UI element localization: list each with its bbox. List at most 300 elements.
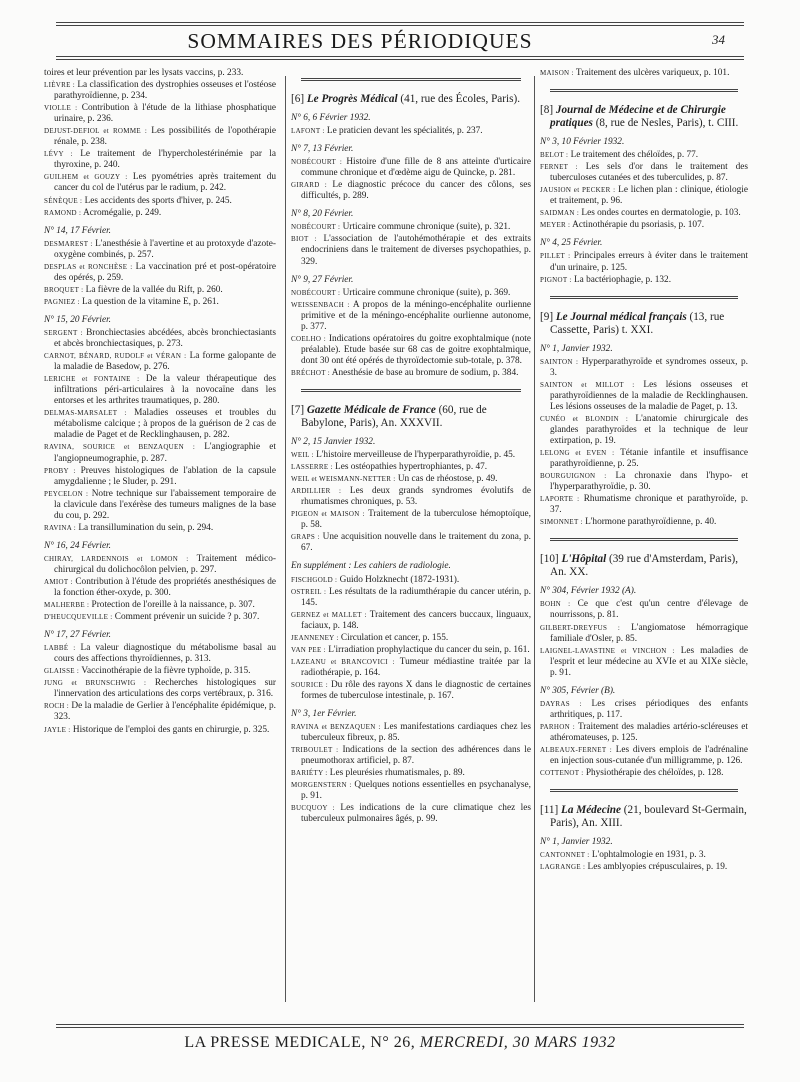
article-entry xyxy=(291,157,531,179)
article-entry xyxy=(291,768,531,779)
journal-details: (8, rue de Nesles, Paris), t. CIII. xyxy=(595,117,739,130)
article-author: SAIDMAN : xyxy=(540,209,580,218)
article-title: Le traitement des chéloïdes, p. 77. xyxy=(570,150,699,161)
issue-date: N° 3, 1er Février. xyxy=(291,709,357,720)
article-author: MORGENSTERN : xyxy=(291,781,352,790)
article-entry xyxy=(44,328,276,350)
article-entry xyxy=(44,666,276,677)
article-author: LAGRANGE : xyxy=(540,863,586,872)
section-rule xyxy=(301,78,521,81)
article-entry xyxy=(291,450,531,461)
article-author: ARDILLIER : xyxy=(291,487,342,496)
article-entry xyxy=(540,768,748,779)
article-entry xyxy=(291,657,531,679)
page-footer xyxy=(0,1034,800,1052)
header-rule-top xyxy=(56,22,744,23)
article-author: BELOT : xyxy=(540,151,569,160)
article-author: LAIGNEL-LAVASTINE et VINCHON : xyxy=(540,646,675,655)
article-title: Circulation et cancer, p. 155. xyxy=(340,632,449,643)
article-author: CHIRAY, LARDENNOIS et LOMON : xyxy=(44,554,189,563)
article-author: DESPLAS et RONCHÈSE : xyxy=(44,262,133,271)
article-author: MEYER : xyxy=(540,221,571,230)
article-title: Les deux grands syndromes évolutifs de rhumatismes chroniques, p. 53. xyxy=(301,486,531,508)
article-title: De la valeur thérapeutique des infiltrations péri-articulaires à la novocaïne dans les entorses et les arthrites traumatiques, p. 280. xyxy=(54,374,276,407)
article-title: Historique de l'emploi des gants en chirurgie, p. 325. xyxy=(72,724,270,735)
article-author: RAVINA et BENZAQUEN : xyxy=(291,723,381,732)
journal-details: (60, rue de Babylone, Paris), An. XXXVII. xyxy=(301,403,487,429)
article-title: Protection de l'oreille à la naissance, p. 307. xyxy=(91,600,255,611)
article-author: GUILHEM et GOUZY : xyxy=(44,173,128,182)
article-title: La forme galopante de la maladie de Basedow, p. 276. xyxy=(54,351,276,373)
article-title: Actinothérapie du psoriasis, p. 107. xyxy=(572,220,705,231)
article-entry xyxy=(44,351,276,373)
footer-rule-inner xyxy=(56,1027,744,1028)
issue-date: N° 14, 17 Février. xyxy=(44,225,111,236)
article-title: Indications opératoires du goitre exophtalmique (note préalable). Etude basée sur 68 cas de goitre exophtalmique, dont 30 ont été opérés de thyroïdectomie sub-totale, p. 378. xyxy=(301,333,531,366)
article-entry xyxy=(44,196,276,207)
article-author: VAN PEE : xyxy=(291,645,326,654)
article-entry xyxy=(291,722,531,744)
article-title: Indications de la section des adhérences dans le pneumothorax artificiel, p. 87. xyxy=(301,745,531,767)
article-title: Contribution à l'étude de la lithiase phosphatique urinaire, p. 236. xyxy=(54,103,276,125)
article-author: BOURGUIGNON : xyxy=(540,472,607,481)
article-entry xyxy=(291,745,531,767)
article-author: AMIOT : xyxy=(44,577,73,586)
article-author: VIOLLE : xyxy=(44,104,78,113)
article-entry xyxy=(540,208,748,219)
column-left xyxy=(44,68,276,1016)
article-entry xyxy=(44,466,276,488)
journal-heading xyxy=(540,804,748,830)
article-author: WEIL et WEISMANN-NETTER : xyxy=(291,475,396,484)
article-entry xyxy=(44,701,276,723)
article-author: LÉVY : xyxy=(44,150,73,159)
article-entry xyxy=(540,220,748,231)
article-title: toires et leur prévention par les lysats vaccins, p. 233. xyxy=(44,68,244,78)
issue-date: N° 9, 27 Février. xyxy=(291,274,354,285)
article-author: JAYLE : xyxy=(44,725,71,734)
article-author: FERNET : xyxy=(540,163,578,172)
article-entry xyxy=(540,471,748,493)
article-author: PROBY : xyxy=(44,466,76,475)
article-title: La fièvre de la vallée du Rift, p. 260. xyxy=(85,284,223,295)
article-title: Urticaire commune chronique (suite), p. 321. xyxy=(342,222,511,233)
article-title: Les maladies de l'esprit et leur médecine au XVIe et au XIXe siècle, p. 91. xyxy=(550,645,748,678)
article-entry xyxy=(291,645,531,656)
article-title: Hyperparathyroïde et syndromes osseux, p. 3. xyxy=(550,356,748,378)
article-entry xyxy=(291,288,531,299)
article-title: L'ophtalmologie en 1931, p. 3. xyxy=(591,850,706,861)
journal-details: (41, rue des Écoles, Paris). xyxy=(400,93,520,105)
article-entry xyxy=(291,633,531,644)
article-entry xyxy=(291,462,531,473)
article-title: Les manifestations cardiaques chez les tuberculeux fibreux, p. 85. xyxy=(301,722,531,744)
journal-number: [6] xyxy=(291,93,305,105)
journal-name: L'Hôpital xyxy=(561,553,607,566)
article-author: COELHO : xyxy=(291,334,326,343)
journal-details: (13, rue Cassette, Paris) t. XXI. xyxy=(550,310,725,336)
article-entry xyxy=(44,68,276,79)
article-author: D'HEUCQUEVILLE : xyxy=(44,613,113,622)
article-title: Traitement des ulcères variqueux, p. 101. xyxy=(575,68,730,78)
article-entry xyxy=(540,850,748,861)
journal-heading xyxy=(291,404,531,430)
article-title: Physiothérapie des chéloïdes, p. 128. xyxy=(585,768,724,779)
journal-number: [9] xyxy=(540,310,554,323)
article-title: Le diagnostic précoce du cancer des côlons, ses difficultés, p. 289. xyxy=(301,180,531,202)
column-separator xyxy=(534,76,535,1002)
article-author: SÉNÈQUE : xyxy=(44,196,83,205)
column-right xyxy=(540,68,748,1016)
article-entry xyxy=(44,285,276,296)
issue-date: N° 8, 20 Février. xyxy=(291,209,354,220)
article-entry xyxy=(291,680,531,702)
article-title: Acromégalie, p. 249. xyxy=(83,207,162,218)
article-title: Les ostéopathies hypertrophiantes, p. 47. xyxy=(335,462,488,473)
article-entry xyxy=(291,532,531,554)
journal-name: Journal de Médecine et de Chirurgie pratiques xyxy=(550,104,726,130)
article-author: SAINTON et MILLOT : xyxy=(540,380,635,389)
article-title: Les pleurésies rhumatismales, p. 89. xyxy=(329,768,465,779)
article-author: NOBÉCOURT : xyxy=(291,158,343,167)
article-author: PIGNOT : xyxy=(540,275,572,284)
article-title: Histoire d'une fille de 8 ans atteinte d'urticaire commune chronique et d'œdème aigu de Quincke, p. 281. xyxy=(301,157,531,179)
article-title: Rhumatisme chronique et parathyroïde, p. 37. xyxy=(550,494,748,516)
article-author: DAYRAS : xyxy=(540,699,582,708)
article-author: COTTENOT : xyxy=(540,769,584,778)
article-author: WEIL : xyxy=(291,451,314,460)
article-entry xyxy=(540,745,748,767)
article-author: RAMOND : xyxy=(44,208,82,217)
article-title: Les ondes courtes en dermatologie, p. 103. xyxy=(581,208,741,219)
journal-name: La Médecine xyxy=(561,804,621,817)
article-author: NOBÉCOURT : xyxy=(291,223,341,232)
article-entry xyxy=(44,725,276,736)
article-entry xyxy=(540,699,748,721)
article-entry xyxy=(540,722,748,744)
article-title: Contribution à l'étude des propriétés anesthésiques de la fonction éther-oxyde, p. 300. xyxy=(54,576,276,599)
article-title: Urticaire commune chronique (suite), p. 369. xyxy=(342,287,511,298)
article-entry xyxy=(540,150,748,161)
article-author: GIRARD : xyxy=(291,181,328,190)
article-title: Ce que c'est qu'un centre d'élevage de nourrissons, p. 81. xyxy=(550,599,748,621)
issue-date: N° 17, 27 Février. xyxy=(44,630,111,641)
page-number: 34 xyxy=(712,32,725,47)
article-entry xyxy=(44,149,276,171)
article-title: L'histoire merveilleuse de l'hyperparathyroïdie, p. 45. xyxy=(316,450,516,461)
article-entry xyxy=(540,494,748,516)
article-entry xyxy=(291,780,531,802)
article-author: PARHON : xyxy=(540,722,576,731)
header-rule-bottom xyxy=(56,56,744,57)
article-title: Les accidents des sports d'hiver, p. 245. xyxy=(84,195,232,206)
article-title: Preuves histologiques de l'ablation de la capsule amygdalienne ; le Sluder, p. 291. xyxy=(54,465,276,487)
article-title: Traitement médico-chirurgical du dolichocôlon pelvien, p. 297. xyxy=(54,553,276,575)
article-title: Comment prévenir un suicide ? p. 307. xyxy=(114,612,260,623)
article-entry xyxy=(540,448,748,470)
article-author: SIMONNET : xyxy=(540,518,583,527)
article-author: GILBERT-DREYFUS : xyxy=(540,623,621,632)
article-entry xyxy=(291,474,531,485)
column-separator xyxy=(285,76,286,1002)
article-entry xyxy=(540,380,748,413)
issue-date: N° 3, 10 Février 1932. xyxy=(540,137,625,148)
article-title: Quelques notions essentielles en psychanalyse, p. 91. xyxy=(301,780,531,802)
article-title: Tétanie infantile et insuffisance parathyroïdienne, p. 25. xyxy=(550,448,748,470)
article-author: GERNEZ et MALLET : xyxy=(291,610,367,619)
article-author: NOBÉCOURT : xyxy=(291,288,341,297)
article-title: De la maladie de Gerlier à l'encéphalite épidémique, p. 323. xyxy=(54,701,276,723)
article-entry xyxy=(540,357,748,379)
issue-date: N° 16, 24 Février. xyxy=(44,540,111,551)
footer-journal: LA PRESSE MEDICALE, N° 26, xyxy=(184,1034,416,1051)
issue-date: N° 7, 13 Février. xyxy=(291,144,354,155)
section-rule xyxy=(301,389,521,392)
article-entry xyxy=(291,300,531,333)
article-author: ALBEAUX-FERNET : xyxy=(540,745,612,754)
article-author: CANTONNET : xyxy=(540,851,590,860)
article-title: Du rôle des rayons X dans le diagnostic de certaines formes de tuberculose intestinale, p. 167. xyxy=(301,679,531,701)
article-title: Les crises périodiques des enfants arthritiques, p. 117. xyxy=(550,698,748,720)
article-author: GLAISSE : xyxy=(44,667,80,676)
article-entry xyxy=(44,239,276,261)
issue-date: N° 1, Janvier 1932. xyxy=(540,837,613,848)
article-author: SERGENT : xyxy=(44,328,83,337)
journal-heading xyxy=(540,104,748,130)
article-author: MAISON : xyxy=(540,69,574,77)
article-title: Le lichen plan : clinique, étiologie et traitement, p. 96. xyxy=(550,185,748,207)
article-author: LERICHE et FONTAINE : xyxy=(44,375,140,384)
article-title: Les sels d'or dans le traitement des tuberculoses cutanées et des tuberculides, p. 87. xyxy=(550,162,748,184)
article-title: Les résultats de la radiumthérapie du cancer utérin, p. 145. xyxy=(301,586,531,608)
footer-date: MERCREDI, 30 MARS 1932 xyxy=(419,1034,616,1051)
journal-number: [11] xyxy=(540,804,559,817)
article-entry xyxy=(291,610,531,632)
article-author: BOHN : xyxy=(540,600,571,609)
article-entry xyxy=(44,172,276,194)
article-title: La classification des dystrophies osseuses et l'ostéose parathyroïdienne, p. 234. xyxy=(54,80,276,102)
article-author: LAZEANU et BRANCOVICI : xyxy=(291,657,395,666)
journal-details: (21, boulevard St-Germain, Paris), An. XIII. xyxy=(550,804,747,830)
article-author: SOURICE : xyxy=(291,680,328,689)
article-entry xyxy=(291,180,531,202)
article-author: ROCH : xyxy=(44,702,70,711)
article-author: PILLET : xyxy=(540,252,571,261)
article-entry xyxy=(44,262,276,284)
article-author: JAUSION et PECKER : xyxy=(540,186,616,195)
article-title: La vaccination pré et post-opératoire des opérés, p. 259. xyxy=(54,261,276,283)
journal-name: Gazette Médicale de France xyxy=(306,403,436,416)
article-title: Principales erreurs à éviter dans le traitement d'un urinaire, p. 125. xyxy=(550,251,748,273)
article-title: L'angiomatose hémorragique familiale d'Osler, p. 85. xyxy=(550,622,748,644)
article-entry xyxy=(44,408,276,441)
journal-number: [7] xyxy=(291,403,305,416)
article-entry xyxy=(540,275,748,286)
article-author: OSTREIL : xyxy=(291,587,327,596)
journal-heading xyxy=(291,93,531,106)
article-title: Le praticien devant les spécialités, p. 237. xyxy=(326,126,483,137)
page-title: SOMMAIRES DES PÉRIODIQUES xyxy=(187,29,533,53)
article-title: Vaccinothérapie de la fièvre typhoïde, p. 315. xyxy=(81,666,251,677)
issue-date: N° 6, 6 Février 1932. xyxy=(291,113,371,123)
article-title: Les lésions osseuses et parathyroïdiennes de la maladie de Recklinghausen. Les lésions osseuses de la maladie de Paget, p. 13. xyxy=(550,379,748,412)
column-middle xyxy=(291,68,531,1016)
article-title: L'irradiation prophylactique du cancer du sein, p. 161. xyxy=(328,644,530,655)
article-entry xyxy=(540,517,748,528)
article-entry xyxy=(291,587,531,609)
article-entry xyxy=(44,489,276,522)
article-entry xyxy=(540,162,748,184)
issue-date: N° 305, Février (B). xyxy=(540,685,616,696)
issue-date: N° 1, Janvier 1932. xyxy=(540,343,613,354)
article-title: La chronaxie dans l'hypo- et l'hyperparathyroïdie, p. 30. xyxy=(550,471,748,493)
article-title: Les pyométries après traitement du cancer du col de l'utérus par le radium, p. 242. xyxy=(54,172,276,194)
article-entry xyxy=(291,575,531,586)
article-entry xyxy=(291,222,531,233)
issue-date: N° 15, 20 Février. xyxy=(44,314,111,325)
article-title: Les indications de la cure climatique chez les tuberculeux pulmonaires âgés, p. 99. xyxy=(301,803,531,825)
article-author: JUNG et BRUNSCHWIG : xyxy=(44,679,147,688)
article-entry xyxy=(44,554,276,576)
article-entry xyxy=(44,678,276,700)
article-author: PIGEON et MAISON : xyxy=(291,510,365,519)
article-title: L'hormone parathyroïdienne, p. 40. xyxy=(585,517,717,528)
article-entry xyxy=(44,208,276,219)
article-entry xyxy=(44,600,276,611)
article-entry xyxy=(540,185,748,207)
article-title: L'anatomie chirurgicale des glandes parathyroïdes et la technique de leur extirpation, p. 19. xyxy=(550,413,748,446)
issue-date: N° 4, 25 Février. xyxy=(540,238,603,249)
article-author: DESMAREST : xyxy=(44,239,93,248)
journal-name: Le Journal médical français xyxy=(555,310,687,323)
article-entry xyxy=(540,623,748,645)
article-title: Tumeur médiastine traitée par la radiothérapie, p. 164. xyxy=(301,656,531,678)
article-entry xyxy=(291,368,531,379)
article-author: RAVINA : xyxy=(44,523,77,532)
article-entry xyxy=(44,442,276,464)
article-entry xyxy=(540,862,748,873)
article-entry xyxy=(540,251,748,273)
article-entry xyxy=(291,509,531,531)
article-entry xyxy=(540,599,748,621)
article-title: Les possibilités de l'opothérapie rénale, p. 238. xyxy=(54,126,276,148)
article-entry xyxy=(44,577,276,599)
article-entry xyxy=(540,646,748,679)
article-title: L'angiographie et l'angiopneumographie, p. 287. xyxy=(54,442,276,464)
article-title: Les divers emplois de l'adrénaline en injection sous-cutanée d'un milligramme, p. 126. xyxy=(550,744,748,767)
article-entry xyxy=(291,486,531,508)
article-author: BARIÉTY : xyxy=(291,769,328,778)
article-author: BUCQUOY : xyxy=(291,804,335,813)
article-title: Guido Holzknecht (1872-1931). xyxy=(339,574,460,585)
supplement-note: En supplément : Les cahiers de radiologie. xyxy=(291,561,451,572)
article-author: MALHERBE : xyxy=(44,601,90,610)
article-author: DEJUST-DEFIOL et ROMME : xyxy=(44,127,148,136)
article-author: LASSERRE : xyxy=(291,463,333,472)
header-rule-top-inner xyxy=(56,25,744,26)
article-entry xyxy=(540,68,748,79)
article-entry xyxy=(291,234,531,267)
article-entry xyxy=(44,80,276,102)
section-rule xyxy=(550,296,738,299)
article-author: GRAPS : xyxy=(291,533,320,542)
article-entry xyxy=(291,334,531,367)
journal-details: (39 rue d'Amsterdam, Paris), An. XX. xyxy=(550,553,739,579)
article-author: DELMAS-MARSALET : xyxy=(44,409,127,418)
article-title: Traitement des maladies artério-scléreuses et athéromateuses, p. 125. xyxy=(550,721,748,743)
article-author: JEANNENEY : xyxy=(291,633,339,642)
section-rule xyxy=(550,538,738,541)
footer-rule xyxy=(56,1024,744,1025)
journal-number: [10] xyxy=(540,553,559,566)
article-entry xyxy=(44,612,276,623)
article-entry xyxy=(44,103,276,125)
article-entry xyxy=(540,414,748,447)
article-title: Bronchiectasies abcédées, abcès bronchiectasiants et abcès bronchiectasiques, p. 273. xyxy=(54,327,276,350)
article-title: Anesthésie de base au bromure de sodium, p. 384. xyxy=(331,367,519,378)
article-title: Maladies osseuses et troubles du métabolisme calcique ; à propos de la guérison de 2 cas de maladie de Paget et de Recklinghausen, p. 282. xyxy=(54,408,276,441)
article-entry xyxy=(44,297,276,308)
journal-number: [8] xyxy=(540,104,554,117)
article-title: Une acquisition nouvelle dans le traitement du zona, p. 67. xyxy=(301,532,531,554)
article-author: LAPORTE : xyxy=(540,495,580,504)
article-author: SAINTON : xyxy=(540,357,579,366)
article-author: LABBÉ : xyxy=(44,644,76,653)
article-author: LAFONT : xyxy=(291,127,325,136)
article-title: L'anesthésie à l'avertine et au protoxyde d'azote-oxygène combinés, p. 257. xyxy=(54,238,276,260)
issue-date: N° 304, Février 1932 (A). xyxy=(540,586,637,597)
article-author: CARNOT, BÉNARD, RUDOLF et VÉRAN : xyxy=(44,352,187,361)
section-rule xyxy=(550,789,738,792)
article-title: L'association de l'autohémothérapie et des extraits endocriniens dans le traitement de diverses psychopathies, p. 329. xyxy=(301,234,531,267)
article-title: Le traitement de l'hypercholestérinémie par la thyroxine, p. 240. xyxy=(54,149,276,171)
journal-heading xyxy=(540,311,748,337)
article-author: LELONG et EVEN : xyxy=(540,449,615,458)
article-author: PAGNIEZ : xyxy=(44,297,80,306)
article-entry xyxy=(44,523,276,534)
article-title: A propos de la méningo-encéphalite ourlienne primitive et de la méningo-encéphalite ourlienne autonome, p. 377. xyxy=(301,299,531,332)
article-title: Recherches histologiques sur l'innervation des articulations des corps vertébraux, p. 316. xyxy=(54,678,276,700)
article-title: La bactériophagie, p. 132. xyxy=(573,274,672,285)
article-title: Un cas de rhéostose, p. 49. xyxy=(397,474,498,485)
article-entry xyxy=(291,126,531,137)
issue-date: N° 2, 15 Janvier 1932. xyxy=(291,436,376,447)
journal-heading xyxy=(540,553,748,579)
article-title: La transillumination du sein, p. 294. xyxy=(78,522,214,533)
article-author: BRÉCHOT : xyxy=(291,368,330,377)
article-author: BROQUET : xyxy=(44,285,84,294)
article-author: FISCHGOLD : xyxy=(291,575,338,584)
article-author: WEISSENBACH : xyxy=(291,300,350,309)
article-title: Traitement des cancers buccaux, linguaux, faciaux, p. 148. xyxy=(301,609,531,631)
article-entry xyxy=(44,374,276,407)
article-title: Les amblyopies crépusculaires, p. 19. xyxy=(587,862,728,873)
journal-name: Le Progrès Médical xyxy=(306,93,398,105)
article-author: RAVINA, SOURICE et BENZAQUEN : xyxy=(44,443,196,452)
article-author: BIOT : xyxy=(291,235,317,244)
article-title: Notre technique sur l'abaissement temporaire de la clavicule dans l'exérèse des tumeurs malignes de la base du cou, p. 292. xyxy=(54,488,276,521)
article-title: Traitement de la tuberculose hémoptoïque, p. 58. xyxy=(301,509,531,531)
article-entry xyxy=(44,643,276,665)
article-title: La valeur diagnostique du métabolisme basal au cours des affections thyroïdiennes, p. 313. xyxy=(54,643,276,665)
article-author: TRIBOULET : xyxy=(291,746,339,755)
article-title: La question de la vitamine E, p. 261. xyxy=(82,296,219,307)
header-rule-bottom-inner xyxy=(56,59,744,60)
article-entry xyxy=(291,803,531,825)
article-author: PEYCELON : xyxy=(44,489,89,498)
article-author: CUNÉO et BLONDIN : xyxy=(540,414,629,423)
section-rule xyxy=(550,89,738,92)
